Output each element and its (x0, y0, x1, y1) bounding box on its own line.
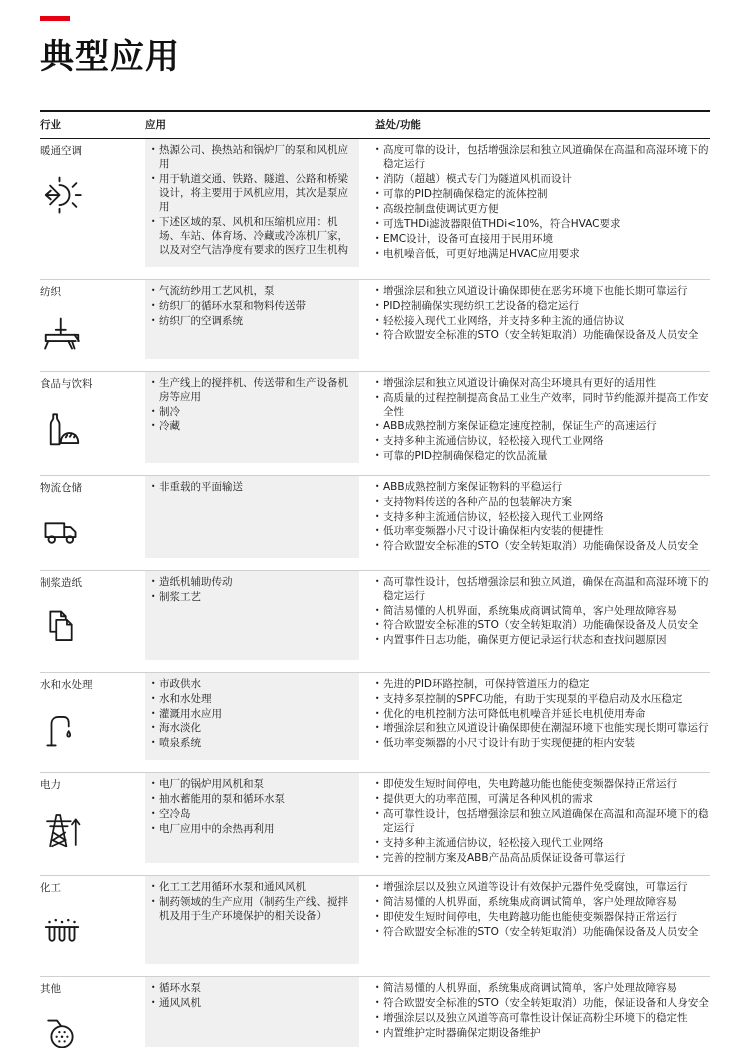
bullet-item: • 消防（超越）模式专门为隧道风机而设计 (375, 173, 710, 187)
bullet-item: • 即使发生短时间停电，失电跨越功能也能使变频器保持正常运行 (375, 778, 710, 792)
bullet-item: • 简洁易懂的人机界面，系统集成商调试简单，客户处理故障容易 (375, 896, 710, 910)
bullet-item: • ABB成熟控制方案保证物料的平稳运行 (375, 481, 710, 495)
header-application: 应用 (145, 119, 166, 131)
benefits-cell (367, 977, 710, 1048)
bullet-item: • 热源公司、换热站和锅炉厂的泵和风机应用 (151, 144, 351, 172)
benefits-cell (367, 139, 710, 279)
bullet-item: • 可靠的PID控制确保稳定的饮品流量 (375, 450, 710, 464)
applications-list (151, 481, 351, 495)
benefits-cell (367, 372, 710, 475)
table-row (40, 139, 710, 279)
truck-icon (42, 512, 139, 552)
bullet-item: • PID控制确保实现纺织工艺设备的稳定运行 (375, 300, 710, 314)
table-row (40, 976, 710, 1048)
bullet-item: • 喷泉系统 (151, 737, 351, 751)
benefits-cell (367, 773, 710, 875)
test-tubes-icon (42, 912, 139, 952)
bullet-item: • 完善的控制方案及ABB产品高品质保证设备可靠运行 (375, 852, 710, 866)
industry-label: 制浆造纸 (40, 576, 82, 589)
bullet-item: • 增强涂层和独立风道设计确保即使在潮湿环境下也能实现长期可靠运行 (375, 722, 710, 736)
industry-label: 水和水处理 (40, 678, 93, 691)
bullet-item: • 下述区域的泵、风机和压缩机应用：机场、车站、体育场、冷藏或冷冻机厂家，以及对空气洁净度有要求的医疗卫生机构 (151, 216, 351, 258)
benefits-list (375, 778, 710, 866)
bullet-item: • 先进的PID环路控制，可保持管道压力的稳定 (375, 678, 710, 692)
industry-cell (40, 476, 145, 570)
benefits-cell (367, 876, 710, 976)
applications-cell (145, 876, 359, 964)
industry-cell (40, 876, 145, 976)
bullet-item: • 可选THDi滤波器限值THDi<10%，符合HVAC要求 (375, 218, 710, 232)
applications-cell (145, 673, 359, 761)
industry-cell (40, 280, 145, 371)
bullet-item: • 冷藏 (151, 420, 351, 434)
applications-cell (145, 977, 359, 1047)
applications-list (151, 144, 351, 258)
bullet-item: • 增强涂层以及独立风道等高可靠性设计保证高粉尘环境下的稳定性 (375, 1012, 710, 1026)
bullet-item: • 低功率变频器小尺寸设计确保柜内安装的便捷性 (375, 525, 710, 539)
industry-label: 化工 (40, 882, 61, 895)
table-row (40, 772, 710, 875)
bullet-item: • EMC设计，设备可直接用于民用环境 (375, 233, 710, 247)
industry-cell (40, 977, 145, 1048)
table-row (40, 672, 710, 773)
industry-label: 食品与饮料 (40, 377, 93, 390)
bullet-item: • 用于轨道交通、铁路、隧道、公路和桥梁设计，将主要用于风机应用，其次是泵应用 (151, 173, 351, 215)
bullet-item: • 增强涂层和独立风道设计确保对高尘环境具有更好的适用性 (375, 377, 710, 391)
bullet-item: • 支持物料传送的各种产品的包装解决方案 (375, 496, 710, 510)
bullet-item: • 气流纺纱用工艺风机，泵 (151, 285, 351, 299)
bullet-item: • 制浆工艺 (151, 591, 351, 605)
bullet-item: • 优化的电机控制方法可降低电机噪音并延长电机使用寿命 (375, 708, 710, 722)
benefits-list (375, 144, 710, 262)
benefits-list (375, 377, 710, 465)
industry-cell (40, 773, 145, 875)
paper-icon (42, 607, 139, 647)
bullet-item: • 支持多种主流通信协议，轻松接入现代工业网络 (375, 511, 710, 525)
applications-cell (145, 773, 359, 863)
bullet-item: • 循环水泵 (151, 982, 351, 996)
bullet-item: • 电机噪音低，可更好地满足HVAC应用要求 (375, 248, 710, 262)
bullet-item: • 水和水处理 (151, 693, 351, 707)
bullet-item: • 空冷岛 (151, 808, 351, 822)
bullet-item: • 海水淡化 (151, 722, 351, 736)
benefits-list (375, 678, 710, 752)
table-row (40, 279, 710, 371)
accent-dash (40, 16, 70, 21)
applications-list (151, 377, 351, 435)
pump-icon (42, 1013, 139, 1048)
bullet-item: • 即使发生短时间停电，失电跨越功能也能使变频器保持正常运行 (375, 911, 710, 925)
bullet-item: • 高级控制盘使调试更方便 (375, 203, 710, 217)
applications-table (40, 110, 710, 1048)
bullet-item: • 符合欧盟安全标准的STO（安全转矩取消）功能确保设备及人员安全 (375, 619, 710, 633)
applications-list (151, 285, 351, 329)
bullet-item: • 造纸机辅助传动 (151, 576, 351, 590)
bullet-item: • 简洁易懂的人机界面，系统集成商调试简单，客户处理故障容易 (375, 605, 710, 619)
bullet-item: • 轻松接入现代工业网络，并支持多种主流的通信协议 (375, 315, 710, 329)
bullet-item: • 提供更大的功率范围，可满足各种风机的需求 (375, 793, 710, 807)
bullet-item: • 符合欧盟安全标准的STO（安全转矩取消）功能确保设备及人员安全 (375, 540, 710, 554)
benefits-cell (367, 673, 710, 773)
bullet-item: • 灌溉用水应用 (151, 708, 351, 722)
industry-label: 暖通空调 (40, 145, 82, 157)
bullet-item: • 增强涂层和独立风道设计确保即使在恶劣环境下也能长期可靠运行 (375, 285, 710, 299)
bullet-item: • 市政供水 (151, 678, 351, 692)
applications-list (151, 881, 351, 924)
bullet-item: • ABB成熟控制方案保证稳定速度控制，保证生产的高速运行 (375, 420, 710, 434)
header-benefits: 益处/功能 (375, 119, 421, 131)
bullet-item: • 电厂的锅炉用风机和泵 (151, 778, 351, 792)
industry-cell (40, 673, 145, 773)
bullet-item: • 低功率变频器的小尺寸设计有助于实现便捷的柜内安装 (375, 737, 710, 751)
header-industry: 行业 (40, 119, 61, 131)
industry-cell (40, 571, 145, 672)
applications-list (151, 778, 351, 837)
benefits-cell (367, 476, 710, 570)
water-faucet-icon (42, 709, 139, 751)
benefits-cell (367, 571, 710, 672)
bullet-item: • 符合欧盟安全标准的STO（安全转矩取消）功能，保证设备和人身安全 (375, 997, 710, 1011)
bullet-item: • 支持多泵控制的SPFC功能，有助于实现泵的平稳启动及水压稳定 (375, 693, 710, 707)
bullet-item: • 高质量的过程控制提高食品工业生产效率，同时节约能源并提高工作安全性 (375, 392, 710, 420)
industry-cell (40, 139, 145, 279)
bullet-item: • 制药领域的生产应用（制药生产线、搅拌机及用于生产环境保护的相关设备） (151, 896, 351, 924)
table-row (40, 475, 710, 570)
benefits-list (375, 576, 710, 649)
industry-label: 物流仓储 (40, 481, 82, 494)
applications-list (151, 982, 351, 1011)
bullet-item: • 纺织厂的空调系统 (151, 315, 351, 329)
bullet-item: • 非重载的平面输送 (151, 481, 351, 495)
bullet-item: • 增强涂层以及独立风道等设计有效保护元器件免受腐蚀，可靠运行 (375, 881, 710, 895)
bullet-item: • 电厂应用中的余热再利用 (151, 823, 351, 837)
power-tower-icon (42, 809, 139, 851)
bullet-item: • 高可靠性设计，包括增强涂层和独立风道确保在高温和高湿环境下的稳定运行 (375, 808, 710, 836)
bullet-item: • 可靠的PID控制确保稳定的流体控制 (375, 188, 710, 202)
bullet-item: • 符合欧盟安全标准的STO（安全转矩取消）功能确保设备及人员安全 (375, 329, 710, 343)
bullet-item: • 简洁易懂的人机界面，系统集成商调试简单，客户处理故障容易 (375, 982, 710, 996)
bullet-item: • 生产线上的搅拌机、传送带和生产设备机房等应用 (151, 377, 351, 405)
applications-cell (145, 139, 359, 267)
benefits-list (375, 481, 710, 555)
benefits-cell (367, 280, 710, 371)
table-row (40, 570, 710, 672)
benefits-list (375, 982, 710, 1041)
hvac-icon (42, 175, 139, 215)
applications-cell (145, 571, 359, 660)
industry-label: 电力 (40, 779, 61, 792)
bullet-item: • 符合欧盟安全标准的STO（安全转矩取消）功能确保设备及人员安全 (375, 926, 710, 940)
bullet-item: • 内置维护定时器确保定期设备维护 (375, 1027, 710, 1041)
bullet-item: • 内置事件日志功能，确保更方便记录运行状态和查找问题原因 (375, 634, 710, 648)
bullet-item: • 化工工艺用循环水泵和通风风机 (151, 881, 351, 895)
benefits-list (375, 881, 710, 940)
table-row (40, 875, 710, 976)
applications-cell (145, 476, 359, 558)
industry-label: 纺织 (40, 285, 61, 298)
industry-cell (40, 372, 145, 475)
applications-list (151, 678, 351, 752)
applications-cell (145, 372, 359, 463)
bullet-item: • 支持多种主流通信协议，轻松接入现代工业网络 (375, 837, 710, 851)
bullet-item: • 纺织厂的循环水泵和物料传送带 (151, 300, 351, 314)
food-beverage-icon (42, 408, 139, 448)
industry-label: 其他 (40, 983, 61, 996)
table-row (40, 371, 710, 475)
page-title: 典型应用 (40, 37, 180, 77)
bullet-item: • 抽水蓄能用的泵和循环水泵 (151, 793, 351, 807)
bullet-item: • 通风风机 (151, 997, 351, 1011)
applications-list (151, 576, 351, 605)
textile-icon (42, 316, 139, 356)
benefits-list (375, 285, 710, 344)
bullet-item: • 高可靠性设计，包括增强涂层和独立风道，确保在高温和高湿环境下的稳定运行 (375, 576, 710, 604)
applications-cell (145, 280, 359, 359)
bullet-item: • 制冷 (151, 406, 351, 420)
bullet-item: • 高度可靠的设计，包括增强涂层和独立风道确保在高温和高湿环境下的稳定运行 (375, 144, 710, 172)
table-header (40, 112, 710, 139)
bullet-item: • 支持多种主流通信协议，轻松接入现代工业网络 (375, 435, 710, 449)
